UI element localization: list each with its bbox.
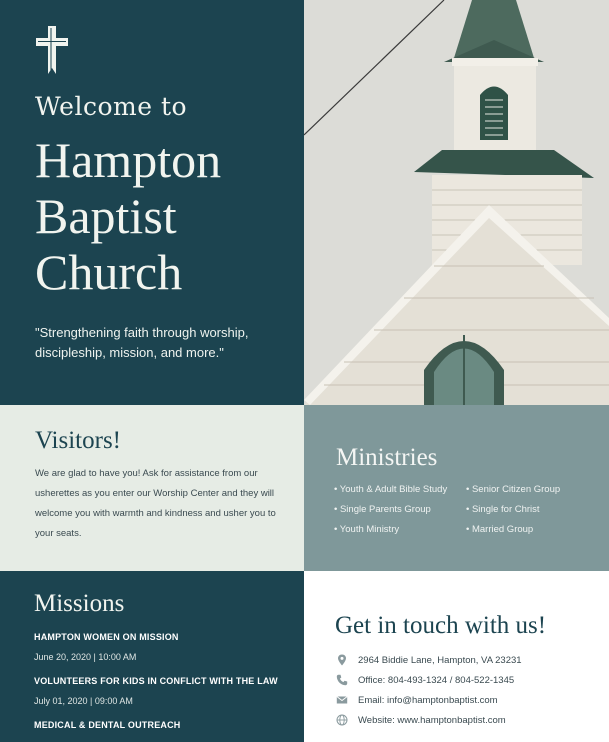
- missions-list: [34, 627, 294, 742]
- contact-email-row[interactable]: [335, 690, 595, 710]
- church-name-line-3: Church: [35, 244, 183, 300]
- missions-title: Missions: [34, 590, 125, 617]
- mission-name: VOLUNTEERS FOR KIDS IN CONFLICT WITH THE LAW: [34, 676, 278, 686]
- ministry-item: • Senior Citizen Group: [466, 480, 560, 500]
- globe-icon: [335, 713, 349, 727]
- contact-address-row: [335, 650, 595, 670]
- contact-list: [335, 650, 595, 730]
- ministry-item: • Youth & Adult Bible Study: [334, 480, 447, 500]
- ministries-list-left: [334, 480, 447, 540]
- church-name: [35, 132, 221, 300]
- contact-office-row: [335, 670, 595, 690]
- phone-icon: [335, 673, 349, 687]
- ministries-title: Ministries: [336, 444, 438, 471]
- cross-icon: [36, 26, 68, 74]
- church-name-line-1: Hampton: [35, 132, 222, 188]
- mission-name: HAMPTON WOMEN ON MISSION: [34, 632, 179, 642]
- contact-email[interactable]: Email: info@hamptonbaptist.com: [358, 694, 498, 706]
- tagline: "Strengthening faith through worship, discipleship, mission, and more.": [35, 325, 249, 360]
- church-name-line-2: Baptist: [35, 188, 177, 244]
- visitors-body: We are glad to have you! Ask for assistance from our usherettes as you enter our Worship Center and they will welcome you with warmth and kindness and usher you to your seats.: [35, 468, 276, 539]
- ministry-item: • Single for Christ: [466, 500, 560, 520]
- church-steeple-illustration: [304, 0, 609, 405]
- welcome-text: Welcome to: [35, 92, 188, 121]
- ministries-list-right: [466, 480, 560, 540]
- location-pin-icon: [335, 653, 349, 667]
- contact-office: Office: 804-493-1324 / 804-522-1345: [358, 674, 515, 686]
- contact-title: Get in touch with us!: [335, 612, 547, 639]
- contact-address: 2964 Biddie Lane, Hampton, VA 23231: [358, 654, 522, 666]
- mission-name: MEDICAL & DENTAL OUTREACH: [34, 720, 181, 730]
- mission-date: June 20, 2020 | 10:00 AM: [34, 652, 137, 662]
- contact-website-row[interactable]: [335, 710, 595, 730]
- ministry-item: • Youth Ministry: [334, 520, 447, 540]
- visitors-title: Visitors!: [35, 427, 121, 454]
- mission-date: July 01, 2020 | 09:00 AM: [34, 696, 133, 706]
- ministry-item: • Single Parents Group: [334, 500, 447, 520]
- contact-website[interactable]: Website: www.hamptonbaptist.com: [358, 714, 506, 726]
- envelope-icon: [335, 693, 349, 707]
- ministry-item: • Married Group: [466, 520, 560, 540]
- mission-date: [34, 735, 294, 742]
- church-photo: [304, 0, 609, 405]
